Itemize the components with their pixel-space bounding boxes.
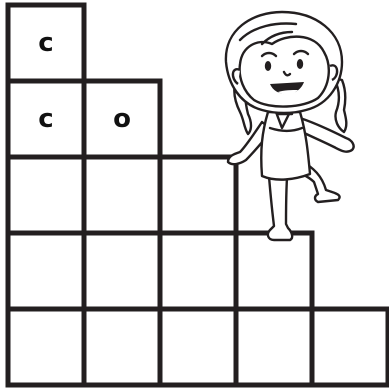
grid-cell-box (8, 233, 84, 309)
grid-cell (84, 233, 160, 309)
grid-cell-box (84, 309, 160, 385)
grid-cell-box (84, 233, 160, 309)
grid-cell (8, 157, 84, 233)
grid-cell (8, 81, 84, 157)
cell-letter: o (113, 104, 131, 134)
grid-cell-box (312, 309, 388, 385)
grid-cell (8, 5, 84, 81)
girl-climbing-stairs-icon (226, 12, 354, 240)
grid-cell (160, 233, 236, 309)
grid-cell-box (236, 233, 312, 309)
grid-cell (236, 309, 312, 385)
grid-cell (312, 309, 388, 385)
grid-cell (84, 157, 160, 233)
grid-cell-box (160, 157, 236, 233)
cell-letter: c (38, 28, 54, 58)
cell-letter: c (38, 104, 54, 134)
grid-cell (160, 309, 236, 385)
grid-cell (84, 309, 160, 385)
grid-cell-box (160, 233, 236, 309)
grid-cell-box (8, 157, 84, 233)
grid-cell-box (236, 309, 312, 385)
grid-cell-box (8, 309, 84, 385)
grid-cell (236, 233, 312, 309)
grid-cell (160, 157, 236, 233)
grid-cell-box (160, 309, 236, 385)
grid-cell (8, 309, 84, 385)
grid-cell-box (84, 157, 160, 233)
grid-cell (8, 233, 84, 309)
grid-cell (84, 81, 160, 157)
